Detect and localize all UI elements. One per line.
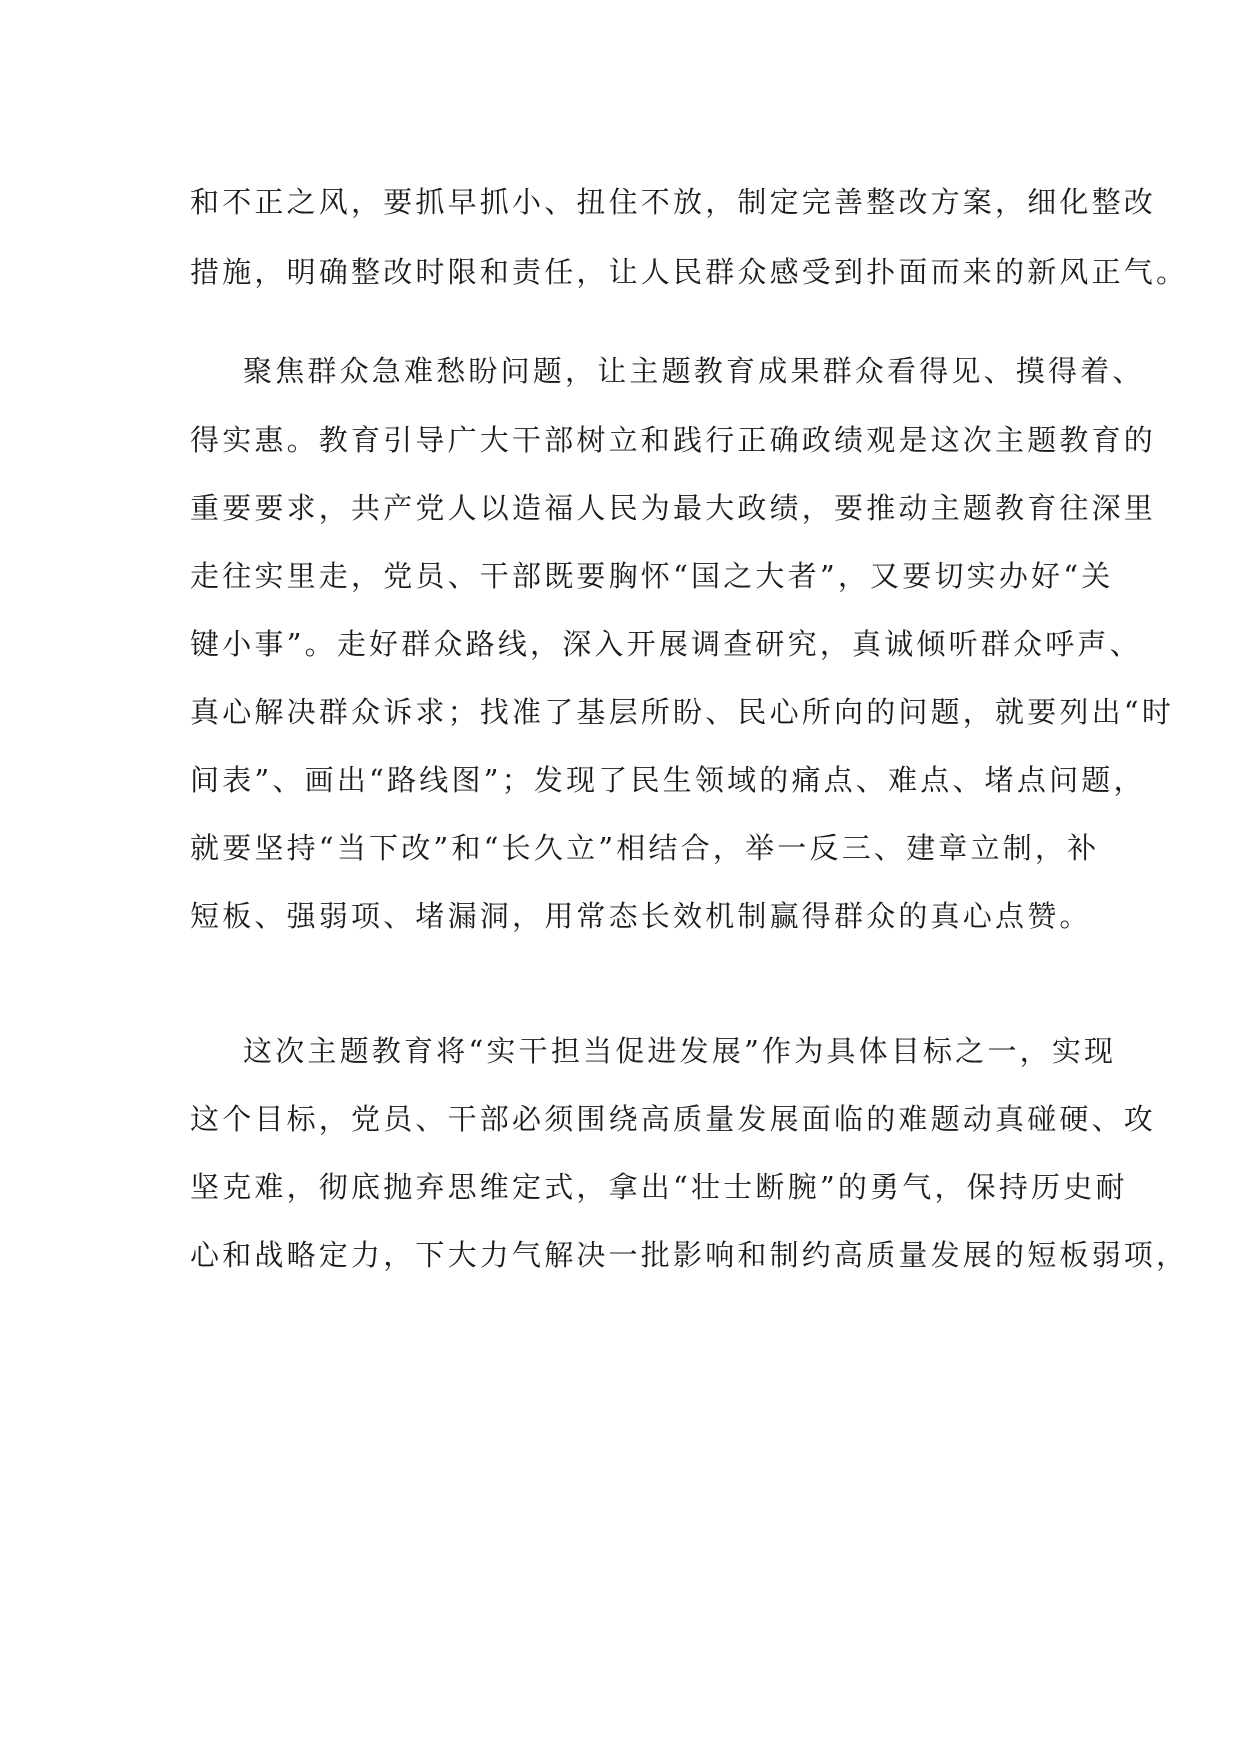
paragraph-line: 聚焦群众急难愁盼问题，让主题教育成果群众看得见、摸得着、: [243, 354, 1145, 388]
paragraph-line: 就要坚持“当下改”和“长久立”相结合，举一反三、建章立制，补: [190, 831, 1100, 865]
paragraph-line: 间表”、画出“路线图”；发现了民生领域的痛点、难点、堵点问题，: [190, 763, 1146, 797]
paragraph-line: 这次主题教育将“实干担当促进发展”作为具体目标之一，实现: [243, 1034, 1117, 1068]
paragraph-line: 心和战略定力，下大力气解决一批影响和制约高质量发展的短板弱项，: [190, 1238, 1189, 1272]
paragraph-line: 这个目标，党员、干部必须围绕高质量发展面临的难题动真碰硬、攻: [190, 1102, 1157, 1136]
paragraph-line: 键小事”。走好群众路线，深入开展调查研究，真诚倾听群众呼声、: [190, 627, 1142, 661]
paragraph-line: 走往实里走，党员、干部既要胸怀“国之大者”，又要切实办好“关: [190, 559, 1114, 593]
paragraph-line: 真心解决群众诉求；找准了基层所盼、民心所向的问题，就要列出“时: [190, 695, 1175, 729]
paragraph-line: 措施，明确整改时限和责任，让人民群众感受到扑面而来的新风正气。: [190, 255, 1189, 289]
paragraph-line: 得实惠。教育引导广大干部树立和践行正确政绩观是这次主题教育的: [190, 423, 1157, 457]
paragraph-line: 和不正之风，要抓早抓小、扭住不放，制定完善整改方案，细化整改: [190, 185, 1157, 219]
paragraph-line: 短板、强弱项、堵漏洞，用常态长效机制赢得群众的真心点赞。: [190, 899, 1092, 933]
paragraph-line: 坚克难，彻底抛弃思维定式，拿出“壮士断腕”的勇气，保持历史耐: [190, 1170, 1128, 1204]
paragraph-line: 重要要求，共产党人以造福人民为最大政绩，要推动主题教育往深里: [190, 491, 1157, 525]
